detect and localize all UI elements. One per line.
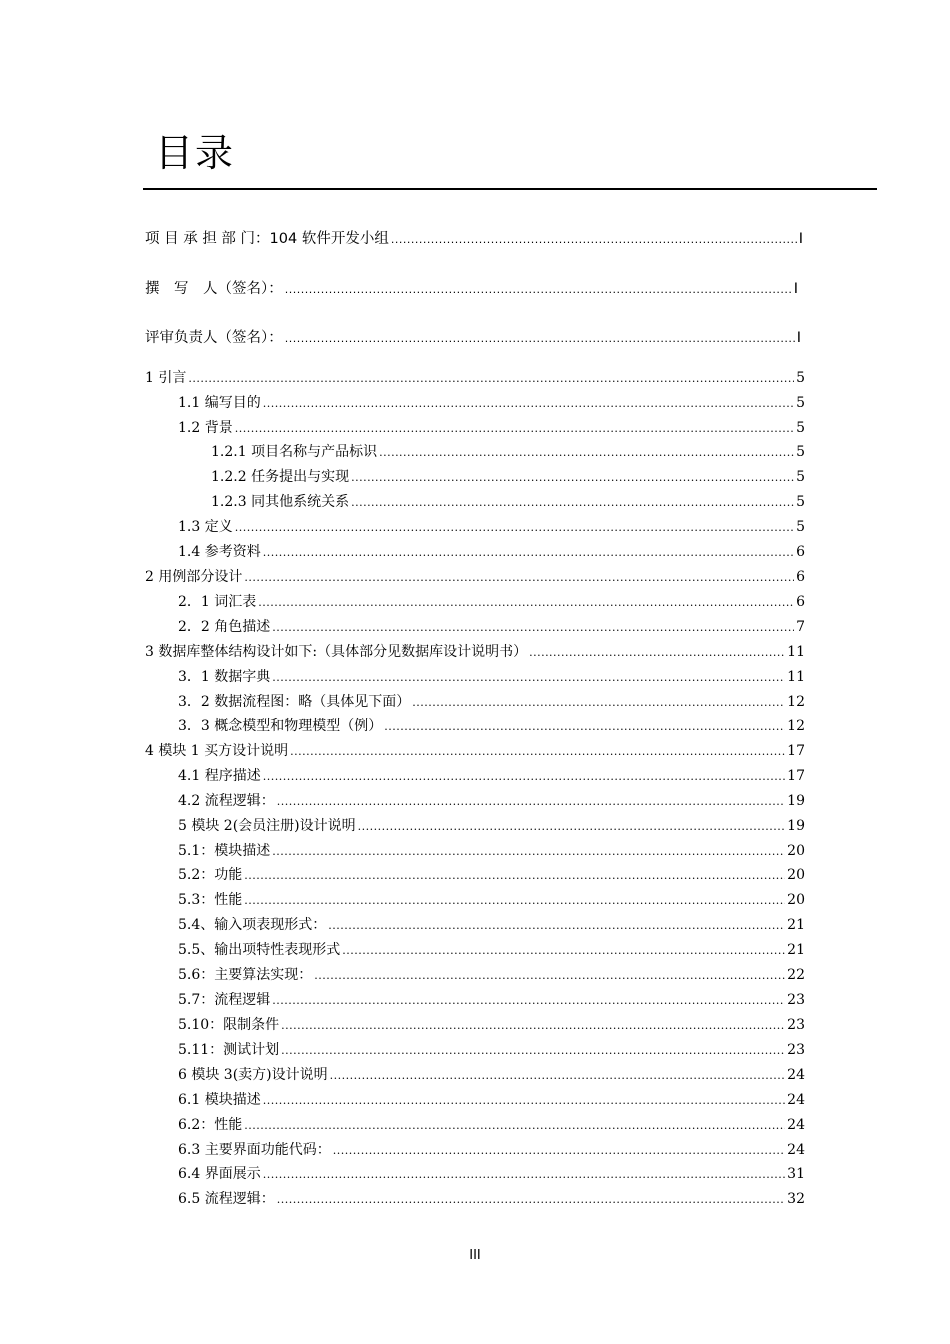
title-rule — [143, 188, 877, 190]
toc-entry[interactable] — [145, 642, 805, 662]
toc-entry-page: 23 — [787, 1017, 805, 1033]
toc-leader-dots — [272, 991, 785, 1011]
toc-leader-dots — [244, 1116, 785, 1136]
toc-entry-page: 20 — [787, 867, 805, 883]
toc-entry[interactable] — [178, 865, 805, 885]
toc-leader-dots — [244, 891, 785, 911]
toc-entry-label: 5.4、输入项表现形式： — [178, 917, 327, 933]
toc-entry[interactable] — [178, 940, 805, 960]
toc-entry-label: 4 模块 1 买方设计说明 — [145, 743, 289, 759]
toc-entry[interactable] — [211, 492, 805, 512]
toc-leader-dots — [290, 742, 785, 762]
toc-entry-label: 3 数据库整体结构设计如下:（具体部分见数据库设计说明书） — [145, 644, 528, 660]
page-number: III — [469, 1248, 481, 1263]
toc-entry[interactable] — [178, 1189, 805, 1209]
toc-entry-label: 6.2：性能 — [178, 1117, 243, 1133]
toc-leader-dots — [258, 593, 794, 613]
toc-entry-label: 1.4 参考资料 — [178, 544, 261, 560]
toc-entry-label: 6.3 主要界面功能代码： — [178, 1142, 331, 1158]
toc-entry-label: 1.1 编写目的 — [178, 395, 261, 411]
toc-entry-page: I — [793, 281, 798, 297]
toc-leader-dots — [272, 618, 794, 638]
toc-entry-page: 21 — [787, 942, 805, 958]
toc-leader-dots — [281, 1016, 785, 1036]
toc-entry-page: 21 — [787, 917, 805, 933]
toc-entry[interactable] — [178, 1065, 805, 1085]
toc-leader-dots — [351, 468, 794, 488]
toc-leader-dots — [235, 419, 794, 439]
toc-entry[interactable] — [178, 617, 805, 637]
toc-entry[interactable] — [145, 368, 805, 388]
toc-entry[interactable] — [178, 1015, 805, 1035]
toc-leader-dots — [244, 568, 794, 588]
toc-entry-label: 1.3 定义 — [178, 519, 233, 535]
toc-leader-dots — [263, 394, 794, 414]
toc-leader-dots — [342, 941, 785, 961]
toc-entry-label: 1.2.1 项目名称与产品标识 — [211, 444, 378, 460]
toc-entry-page: 5 — [796, 519, 805, 535]
toc-entry-label: 2．1 词汇表 — [178, 594, 257, 610]
toc-leader-dots — [277, 792, 785, 812]
toc-entry-label: 项 目 承 担 部 门：104 软件开发小组 — [145, 231, 389, 247]
toc-leader-dots — [384, 717, 785, 737]
toc-leader-dots — [263, 1091, 785, 1111]
toc-entry-label: 2．2 角色描述 — [178, 619, 271, 635]
toc-entry-label: 5.10：限制条件 — [178, 1017, 280, 1033]
toc-leader-dots — [281, 1041, 785, 1061]
toc-entry-page: 12 — [787, 694, 805, 710]
toc-leader-dots — [314, 966, 785, 986]
toc-entry-label: 6 模块 3(卖方)设计说明 — [178, 1067, 328, 1083]
toc-entry[interactable] — [178, 1115, 805, 1135]
toc-entry-page: 5 — [796, 494, 805, 510]
toc-entry-label: 6.1 模块描述 — [178, 1092, 261, 1108]
toc-entry[interactable] — [178, 542, 805, 562]
toc-leader-dots — [358, 817, 786, 837]
toc-entry-page: 32 — [787, 1191, 805, 1207]
toc-entry-page: I — [798, 231, 803, 247]
toc-entry[interactable] — [178, 766, 805, 786]
toc-entry-label: 5.2：功能 — [178, 867, 243, 883]
toc-entry-page: 12 — [787, 718, 805, 734]
toc-entry-label: 1.2 背景 — [178, 420, 233, 436]
toc-entry[interactable] — [178, 990, 805, 1010]
toc-entry-page: 19 — [787, 793, 805, 809]
toc-entry-label: 1 引言 — [145, 370, 187, 386]
page-title: 目录 — [155, 131, 236, 175]
toc-entry[interactable] — [145, 328, 801, 348]
toc-entry-page: 17 — [787, 743, 805, 759]
toc-entry[interactable] — [178, 1040, 805, 1060]
toc-leader-dots — [244, 866, 785, 886]
toc-entry-page: 5 — [796, 370, 805, 386]
toc-entry[interactable] — [178, 592, 805, 612]
toc-leader-dots — [263, 767, 785, 787]
toc-entry-label: 5.11：测试计划 — [178, 1042, 280, 1058]
toc-entry-label: 5 模块 2(会员注册)设计说明 — [178, 818, 356, 834]
toc-entry[interactable] — [145, 567, 805, 587]
toc-leader-dots — [285, 280, 792, 300]
toc-leader-dots — [272, 842, 785, 862]
toc-entry-page: 24 — [787, 1092, 805, 1108]
toc-entry[interactable] — [178, 1164, 805, 1184]
toc-leader-dots — [285, 329, 795, 349]
toc-entry-page: 20 — [787, 892, 805, 908]
toc-entry-page: 22 — [787, 967, 805, 983]
toc-entry-label: 3．3 概念模型和物理模型（例） — [178, 718, 383, 734]
toc-leader-dots — [412, 693, 785, 713]
toc-entry-label: 2 用例部分设计 — [145, 569, 243, 585]
toc-entry-label: 3．1 数据字典 — [178, 669, 271, 685]
toc-entry-page: 31 — [787, 1166, 805, 1182]
toc-entry-label: 5.5、输出项特性表现形式 — [178, 942, 341, 958]
toc-leader-dots — [529, 643, 785, 663]
toc-leader-dots — [333, 1141, 785, 1161]
toc-entry-label: 4.1 程序描述 — [178, 768, 261, 784]
toc-entry-label: 评审负责人（签名）： — [145, 330, 283, 346]
toc-leader-dots — [277, 1190, 785, 1210]
toc-entry-page: 5 — [796, 444, 805, 460]
toc-entry-page: 19 — [787, 818, 805, 834]
toc-entry-page: 6 — [796, 594, 805, 610]
toc-entry-label: 5.7：流程逻辑 — [178, 992, 271, 1008]
toc-entry[interactable] — [145, 741, 805, 761]
toc-entry-page: 24 — [787, 1142, 805, 1158]
toc-entry-page: 20 — [787, 843, 805, 859]
toc-leader-dots — [330, 1066, 786, 1086]
toc-leader-dots — [391, 230, 797, 250]
toc-entry[interactable] — [211, 442, 805, 462]
toc-leader-dots — [263, 1165, 785, 1185]
toc-leader-dots — [188, 369, 794, 389]
toc-entry[interactable] — [211, 467, 805, 487]
toc-entry-label: 3．2 数据流程图：略（具体见下面） — [178, 694, 411, 710]
toc-entry[interactable] — [178, 716, 805, 736]
toc-entry-page: 11 — [787, 644, 805, 660]
toc-leader-dots — [263, 543, 794, 563]
toc-entry-label: 6.4 界面展示 — [178, 1166, 261, 1182]
toc-leader-dots — [351, 493, 794, 513]
toc-entry[interactable] — [178, 791, 805, 811]
toc-entry[interactable] — [145, 229, 803, 249]
toc-entry[interactable] — [145, 279, 798, 299]
toc-entry-page: 5 — [796, 420, 805, 436]
toc-entry-label: 1.2.3 同其他系统关系 — [211, 494, 350, 510]
toc-entry[interactable] — [178, 517, 805, 537]
toc-entry-page: 11 — [787, 669, 805, 685]
toc-entry-page: 23 — [787, 1042, 805, 1058]
toc-entry-page: 24 — [787, 1117, 805, 1133]
toc-entry-label: 5.6：主要算法实现： — [178, 967, 313, 983]
toc-leader-dots — [328, 916, 785, 936]
toc-entry-label: 5.1：模块描述 — [178, 843, 271, 859]
toc-entry-page: 23 — [787, 992, 805, 1008]
toc-leader-dots — [272, 668, 785, 688]
toc-leader-dots — [235, 518, 794, 538]
toc-entry-page: 7 — [796, 619, 805, 635]
toc-entry[interactable] — [178, 841, 805, 861]
toc-entry-label: 4.2 流程逻辑： — [178, 793, 275, 809]
toc-entry-page: 6 — [796, 569, 805, 585]
toc-entry[interactable] — [178, 890, 805, 910]
toc-entry[interactable] — [178, 915, 805, 935]
toc-entry-page: 24 — [787, 1067, 805, 1083]
toc-entry-label: 撰 写 人（签名）： — [145, 281, 283, 297]
toc-entry[interactable] — [178, 393, 805, 413]
toc-entry[interactable] — [178, 965, 805, 985]
toc-entry-page: 5 — [796, 469, 805, 485]
toc-entry[interactable] — [178, 418, 805, 438]
toc-entry-label: 6.5 流程逻辑： — [178, 1191, 275, 1207]
toc-entry-page: 17 — [787, 768, 805, 784]
toc-entry[interactable] — [178, 667, 805, 687]
toc-entry-page: I — [796, 330, 801, 346]
toc-entry[interactable] — [178, 816, 805, 836]
toc-entry[interactable] — [178, 692, 805, 712]
toc-entry-label: 5.3：性能 — [178, 892, 243, 908]
toc-entry[interactable] — [178, 1090, 805, 1110]
toc-entry-page: 6 — [796, 544, 805, 560]
toc-entry-label: 1.2.2 任务提出与实现 — [211, 469, 350, 485]
toc-leader-dots — [379, 443, 794, 463]
toc-entry[interactable] — [178, 1140, 805, 1160]
toc-entry-page: 5 — [796, 395, 805, 411]
